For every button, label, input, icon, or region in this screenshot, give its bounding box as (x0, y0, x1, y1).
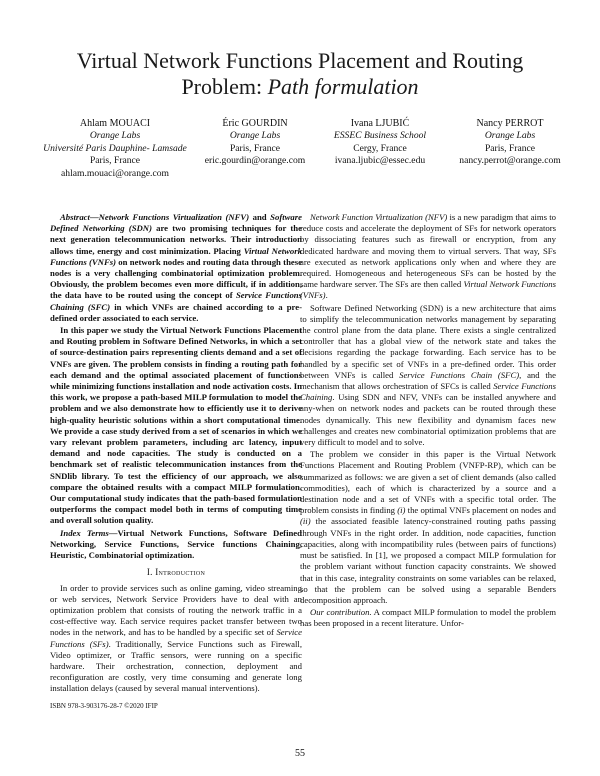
index-terms: Index Terms—Virtual Network Functions, Software Defined Networking, Service Functions, Service functions Chaining, Heuristic, Combinatorial optimization. (50, 527, 302, 561)
author-name: Nancy PERROT (476, 118, 544, 129)
contribution-paragraph: Our contribution. A compact MILP formulation to model the problem has been proposed in a recent literature. Unfor- (300, 607, 556, 629)
author-block-3 (320, 118, 440, 168)
author-email: ahlam.mouaci@orange.com (61, 167, 169, 179)
author-name: Éric GOURDIN (222, 118, 288, 129)
abstract: Abstract—Network Functions Virtualization (NFV) and Software Defined Networking (SDN) are two promising techniques for the next generation telecommunication networks. Their introduction allows time, energy and cost minimization. Placing Virtual Network Functions (VNFs) on network nodes and routing data through these nodes is a very challenging combinatorial optimization problem. Obviously, the problem becomes even more difficult, if in addition, the data have to be routed using the concept of Service Functions Chaining (SFC) in which VNFs are chained according to a pre-defined order associated to each service. (50, 212, 302, 323)
author-email: nancy.perrot@orange.com (459, 155, 561, 167)
author-block-1 (40, 118, 190, 180)
paper-title (40, 48, 560, 100)
author-affiliation: Orange Labs (89, 130, 141, 142)
abstract-paragraph-2: In this paper we study the Virtual Network Functions Placement and Routing problem in Software Defined Networks, in which a set of source-destination pairs representing clients demand and a set of VNFs are given. The problem consists in finding a routing path for each demand and the optimal associated placement of functions while minimizing functions installation and node activation costs. In this work, we propose a path-based MILP formulation to model the problem and we also demonstrate how to efficiently use it to derive high-quality heuristic solutions within a short computational time. We provide a case study derived from a set of scenarios in which we vary relevant problem parameters, including arc latency, input demand and node capacities. The study is conducted on a benchmark set of realistic telecommunication instances from the SNDlib library. To test the efficiency of our approach, we also compare the obtained results with a compact MILP formulation. Our computational study indicates that the path-based formulation outperforms the compact model both in terms of computing time and overall solution quality. (50, 325, 302, 526)
author-affiliation: Université Paris Dauphine- Lamsade (43, 142, 187, 154)
intro-paragraph: In order to provide services such as online gaming, video streaming or web services, Network Service Providers have to deal with an optimization problem that consists of routing the network traffic in a cost-effective way. Each service requires packet transfer between two nodes in the network, and has to be handled by a specific set of Service Functions (SFs). Traditionally, Service Functions such as Firewall, Video optimizer, or Traffic sensors, were running on a specific hardware. Their orchestration, connection, deployment and reconfiguration are costly, very time consuming and generate long installation delays (caused by several manual interventions). (50, 582, 302, 694)
left-column (50, 212, 302, 712)
right-column (300, 212, 556, 631)
author-name: Ivana LJUBIĆ (350, 118, 410, 129)
problem-paragraph: The problem we consider in this paper is the Virtual Network Functions Placement and Routing Problem (VNFP-RP), which can be summarized as follows: we are given a set of client demands (also called commodities), each of which is characterized by a source and a destination node and a set of VNFs with a specific total order. The problem consists in finding (i) the optimal VNFs placement on nodes and (ii) the associated feasible latency-constrained routing paths passing through VNFs in the right order. In addition, node capacities, function capacities, along with incompatibility rules (between pairs of functions) must be satisfied. In [1], we proposed a compact MILP formulation for the problem variant without function capacity constraints. We showed that in this case, integrality constraints on some variables can be relaxed, so that the problem can be solved using a separable Benders decomposition approach. (300, 449, 556, 605)
author-affiliation: Orange Labs (484, 130, 536, 142)
title-line-1: Virtual Network Functions Placement and Routing (76, 48, 524, 73)
section-heading-introduction: I. Introduction (146, 567, 206, 578)
author-city: Paris, France (229, 142, 281, 154)
author-block-2 (200, 118, 310, 168)
author-affiliation: ESSEC Business School (333, 130, 427, 142)
sdn-paragraph: Software Defined Networking (SDN) is a new architecture that aims to simplify the telecommunication networks management by separating the control plane from the data plane. There exists a single centralized controller that has a global view of the network state and takes the decisions regarding the package forwarding. Each service has to be handled by a specific set of VNFs in a pre-defined order. This order between VNFs is called Service Functions Chain (SFC), and the mechanism that allows orchestration of SFCs is called Service Functions Chaining. Using SDN and NFV, VNFs can be installed anywhere and any-when on network nodes and packets can be routed through these nodes dynamically. This new flexibility and dynamism faces new challenges and creates new combinatorial optimization problems that are very difficult to model and to solve. (300, 302, 557, 448)
author-block-4 (450, 118, 570, 168)
author-name: Ahlam MOUACI (79, 118, 151, 129)
author-email: eric.gourdin@orange.com (204, 155, 306, 167)
page-number: 55 (295, 748, 305, 759)
author-affiliation: Orange Labs (229, 130, 281, 142)
nfv-paragraph: Network Function Virtualization (NFV) is a new paradigm that aims to reduce costs and accelerate the deployment of SFs for network operators by dissociating features such as firewall or encryption, from any dedicated hardware and moving them to virtual servers. That way, SFs are executed as network applications only when and where they are required. Homogeneous and heterogeneous SFs can be hosted by the same hardware server. The SFs are then called Virtual Network Functions (VNFs). (300, 212, 557, 301)
author-email: ivana.ljubic@essec.edu (334, 155, 426, 167)
copyright-footer: ISBN 978-3-903176-28-7 ©2020 IFIP (50, 701, 158, 710)
author-city: Cergy, France (353, 142, 407, 154)
title-line-2: Problem: Path formulation (181, 74, 419, 99)
author-city: Paris, France (484, 142, 536, 154)
author-city: Paris, France (89, 155, 141, 167)
